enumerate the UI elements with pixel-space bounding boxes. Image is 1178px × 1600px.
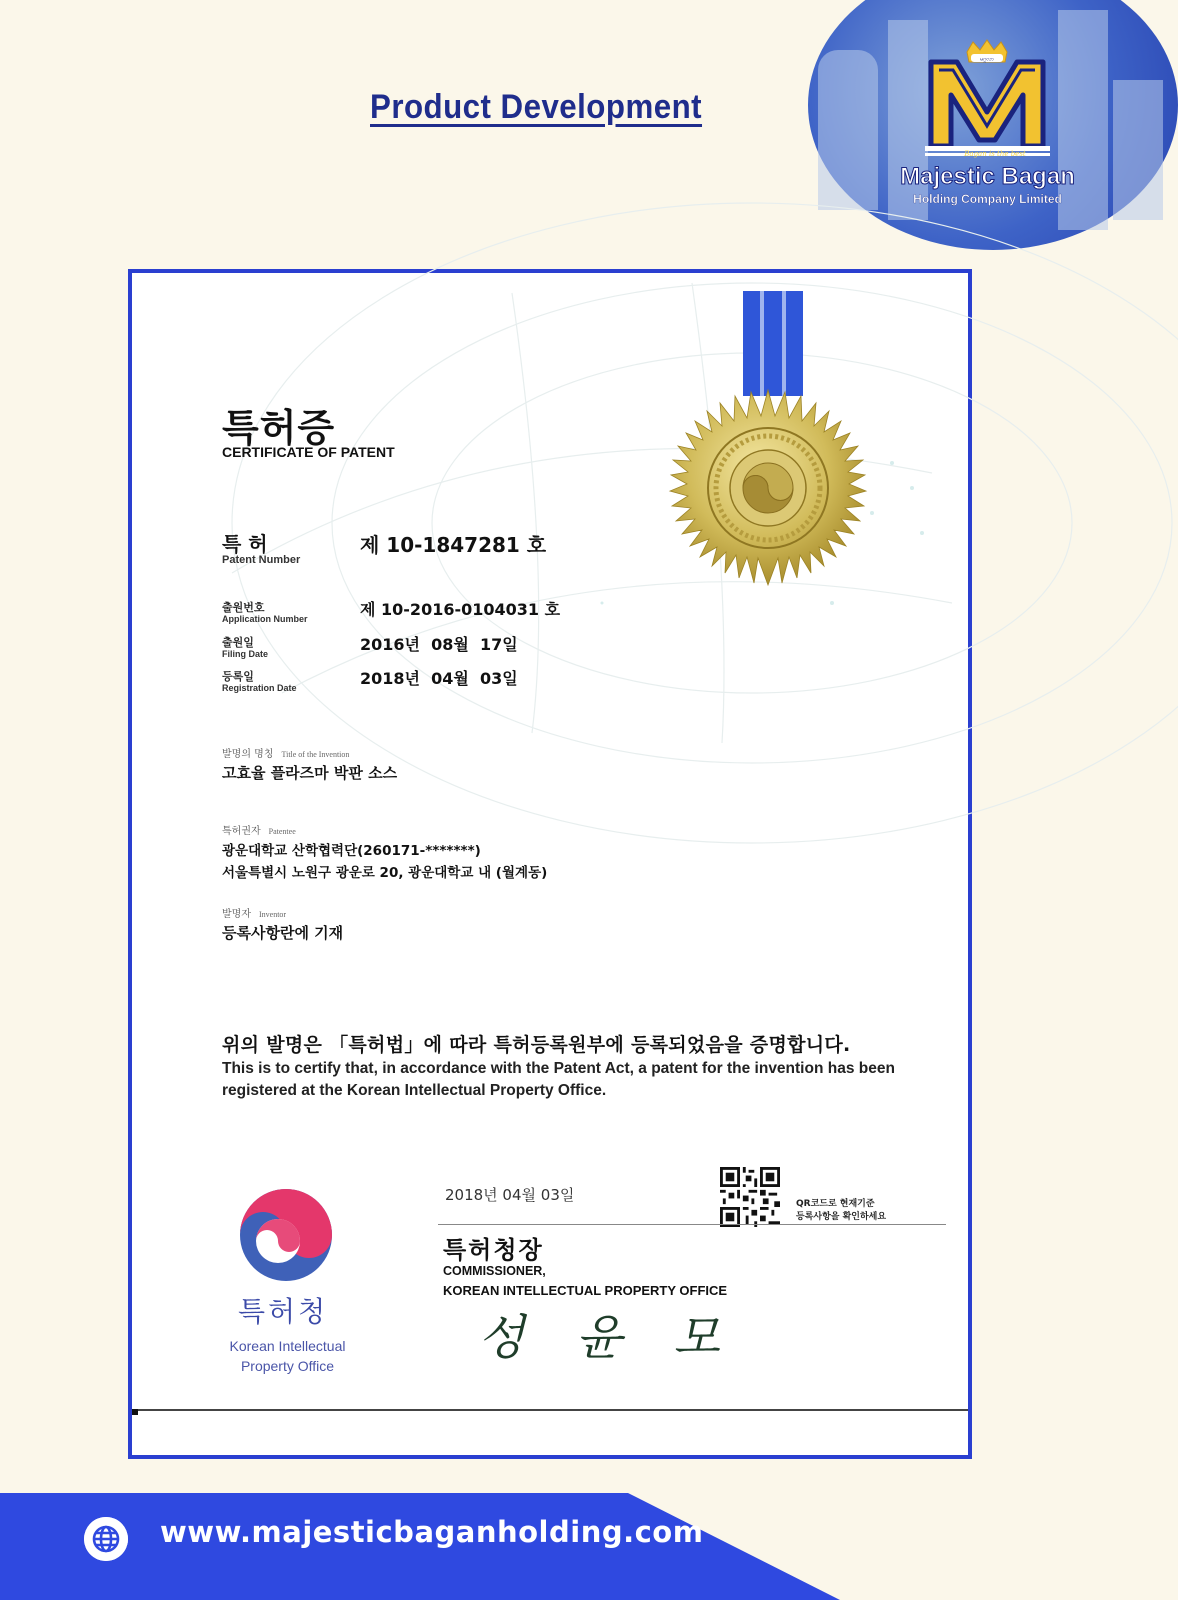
certificate-title-english: CERTIFICATE OF PATENT xyxy=(222,444,395,460)
patentee-name: 광운대학교 산학협력단(260171-*******) xyxy=(222,843,481,859)
application-number-value: 제 10-2016-0104031 호 xyxy=(360,600,561,619)
certification-statement-korean: 위의 발명은 「특허법」에 따라 특허등록원부에 등록되었음을 증명합니다. xyxy=(222,1034,851,1056)
application-number-label-korean: 출원번호 xyxy=(222,601,265,614)
globe-icon[interactable] xyxy=(84,1517,128,1561)
kipo-name-korean: 특허청 xyxy=(238,1295,329,1328)
qr-code-note xyxy=(796,1198,886,1224)
divider xyxy=(438,1224,946,1225)
inventor-label xyxy=(222,902,286,921)
qr-code-note-line1: QR코드로 현재기준 xyxy=(796,1199,875,1209)
qr-code-icon[interactable] xyxy=(720,1167,780,1227)
registration-date-label-korean: 등록일 xyxy=(222,670,254,683)
patent-number-label-english: Patent Number xyxy=(222,554,301,566)
registration-date-label-english: Registration Date xyxy=(222,683,297,693)
company-logo-icon xyxy=(925,40,1050,160)
commissioner-title-english: COMMISSIONER, xyxy=(443,1264,546,1278)
patentee-address: 서울특별시 노원구 광운로 20, 광운대학교 내 (월계동) xyxy=(222,865,548,881)
invention-label-english: Title of the Invention xyxy=(281,750,350,759)
qr-code-note-line2: 등록사항을 확인하세요 xyxy=(796,1212,887,1222)
registration-date-value: 2018년 04월 03일 xyxy=(360,669,518,688)
commissioner-office-english: KOREAN INTELLECTUAL PROPERTY OFFICE xyxy=(443,1283,728,1298)
patent-number-label-korean: 특 허 xyxy=(222,532,268,556)
certificate-title-korean: 특허증 xyxy=(222,406,336,450)
kipo-name-english-line1: Korean Intellectual xyxy=(229,1338,346,1354)
filing-date-label-english: Filing Date xyxy=(222,649,269,659)
patentee-label xyxy=(222,819,296,838)
kipo-name-english xyxy=(215,1336,360,1376)
logo-script-text: မဂ္ဂလာ xyxy=(980,56,994,63)
website-link[interactable]: www.majesticbaganholding.com xyxy=(160,1515,704,1549)
inventor-label-english: Inventor xyxy=(258,910,287,919)
invention-label-korean: 발명의 명칭 xyxy=(222,749,274,760)
page-title: Product Development xyxy=(370,88,703,126)
kipo-emblem-icon xyxy=(236,1185,336,1285)
logo-tagline: Bagan is the best xyxy=(964,150,1026,158)
inventor-value: 등록사항란에 기재 xyxy=(222,924,344,942)
invention-label xyxy=(222,742,349,761)
filing-date-label-korean: 출원일 xyxy=(222,636,254,649)
logo-company-name: Majestic Bagan xyxy=(900,163,1075,190)
signature-text: 성 윤 모 xyxy=(478,1310,738,1366)
application-number-label-english: Application Number xyxy=(222,614,308,624)
issue-date: 2018년 04월 03일 xyxy=(445,1186,575,1204)
patent-number-value: 제 10-1847281 호 xyxy=(360,533,547,557)
certification-statement-english: This is to certify that, in accordance with the Patent Act, a patent for the invention has been registered at the Korean Intellectual Property Office. xyxy=(222,1060,895,1099)
commissioner-title-korean: 특허청장 xyxy=(443,1236,544,1264)
patentee-label-english: Patentee xyxy=(268,827,296,836)
filing-date-value: 2016년 08월 17일 xyxy=(360,635,518,654)
kipo-name-english-line2: Property Office xyxy=(240,1358,335,1374)
logo-company-subtitle: Holding Company Limited xyxy=(913,192,1062,206)
invention-title-value: 고효율 플라즈마 박판 소스 xyxy=(222,764,398,782)
gold-seal-icon xyxy=(668,388,868,588)
inventor-label-korean: 발명자 xyxy=(222,909,251,920)
patentee-label-korean: 특허권자 xyxy=(222,826,261,837)
signature xyxy=(472,1300,738,1370)
seal-ribbon xyxy=(743,291,803,396)
